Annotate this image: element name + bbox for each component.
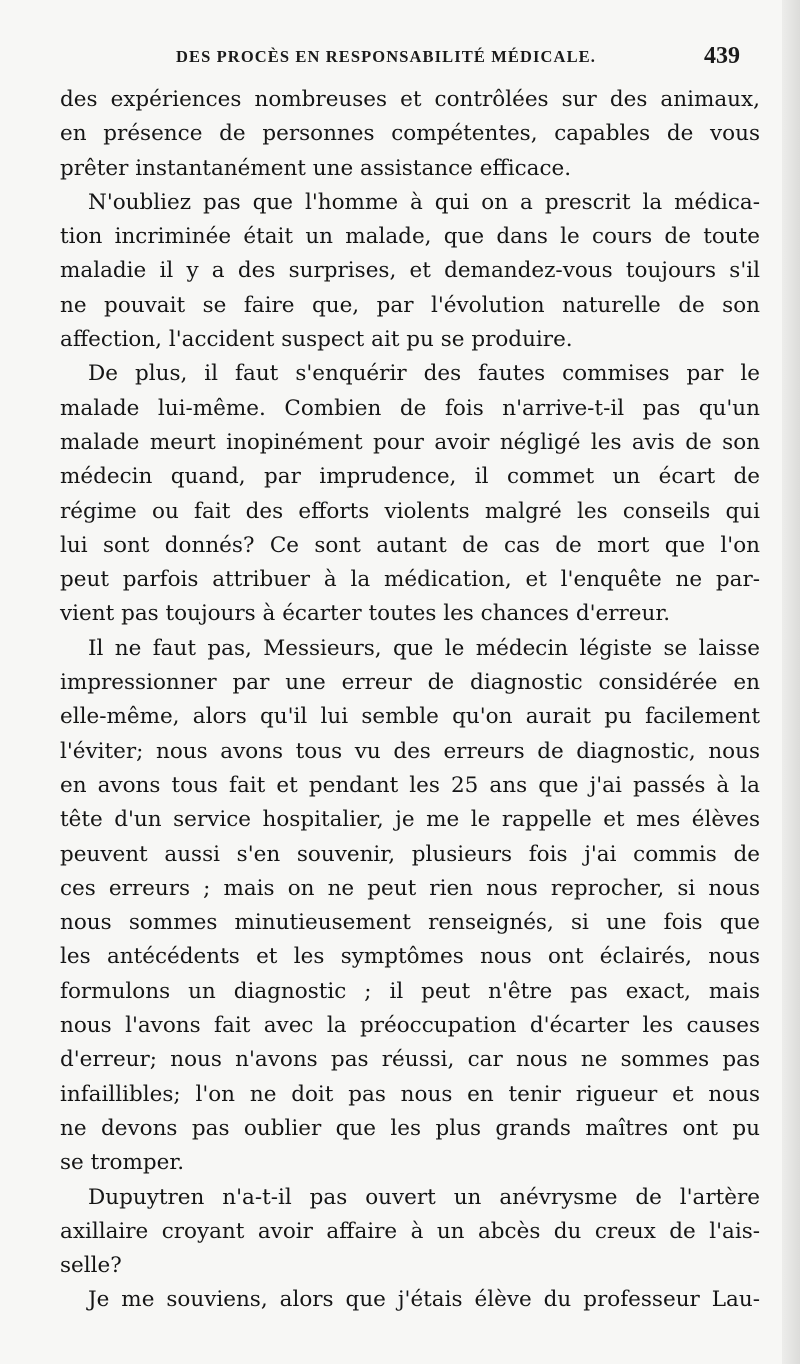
text-line: régime ou fait des efforts violents malgré les conseils qui — [60, 498, 760, 524]
page-header — [176, 43, 776, 75]
text-line: les antécédents et les symptômes nous ont éclairés, nous — [60, 944, 760, 970]
text-line: Il ne faut pas, Messieurs, que le médecin légiste se laisse — [88, 635, 760, 661]
text-line: médecin quand, par imprudence, il commet un écart de — [60, 464, 760, 490]
running-head: DES PROCÈS EN RESPONSABILITÉ MÉDICALE. — [176, 47, 597, 66]
text-line: nous sommes minutieusement renseignés, si une fois que — [60, 910, 760, 936]
text-line: ne devons pas oublier que les plus grands maîtres ont pu — [60, 1115, 760, 1141]
text-line: affection, l'accident suspect ait pu se produire. — [60, 327, 573, 353]
text-line: Je me souviens, alors que j'étais élève du professeur Lau- — [88, 1287, 760, 1313]
text-line: peut parfois attribuer à la médication, et l'enquête ne par- — [60, 567, 760, 593]
text-line: lui sont donnés? Ce sont autant de cas de mort que l'on — [60, 532, 760, 558]
text-line: selle? — [60, 1253, 122, 1279]
text-line: axillaire croyant avoir affaire à un abcès du creux de l'ais- — [60, 1218, 760, 1244]
text-line: des expériences nombreuses et contrôlées sur des animaux, — [60, 87, 760, 112]
text-line: impressionner par une erreur de diagnostic considérée en — [60, 670, 760, 696]
text-line: nous l'avons fait avec la préoccupation d'écarter les causes — [60, 1013, 760, 1039]
text-line: De plus, il faut s'enquérir des fautes commises par le — [88, 361, 760, 387]
text-line: ces erreurs ; mais on ne peut rien nous reprocher, si nous — [60, 875, 760, 901]
text-line: en avons tous fait et pendant les 25 ans que j'ai passés à la — [60, 772, 760, 798]
text-line: d'erreur; nous n'avons pas réussi, car nous ne sommes pas — [60, 1047, 760, 1073]
text-line: vient pas toujours à écarter toutes les chances d'erreur. — [60, 601, 671, 627]
page-number: 439 — [704, 43, 740, 69]
text-line: peuvent aussi s'en souvenir, plusieurs fois j'ai commis de — [60, 841, 760, 867]
text-line: se tromper. — [60, 1150, 185, 1176]
text-line: tion incriminée était un malade, que dans le cours de toute — [60, 224, 760, 250]
text-line: elle-même, alors qu'il lui semble qu'on aurait pu facilement — [60, 704, 760, 730]
text-line: N'oubliez pas que l'homme à qui on a prescrit la médica- — [88, 189, 760, 215]
text-line: maladie il y a des surprises, et demandez-vous toujours s'il — [60, 258, 760, 284]
text-line: formulons un diagnostic ; il peut n'être pas exact, mais — [60, 978, 760, 1004]
text-line: Dupuytren n'a-t-il pas ouvert un anévrysme de l'artère — [88, 1184, 760, 1210]
text-line: infaillibles; l'on ne doit pas nous en tenir rigueur et nous — [60, 1081, 760, 1107]
text-line: en présence de personnes compétentes, capables de vous — [60, 121, 760, 147]
body-text — [60, 83, 760, 1318]
page-edge-shadow — [782, 0, 800, 1364]
text-line: malade lui-même. Combien de fois n'arrive-t-il pas qu'un — [60, 395, 760, 421]
text-line: l'éviter; nous avons tous vu des erreurs de diagnostic, nous — [60, 738, 760, 764]
text-line: prêter instantanément une assistance efficace. — [60, 155, 572, 181]
text-line: tête d'un service hospitalier, je me le rappelle et mes élèves — [60, 807, 760, 833]
text-line: ne pouvait se faire que, par l'évolution naturelle de son — [60, 292, 760, 318]
text-line: malade meurt inopinément pour avoir négligé les avis de son — [60, 429, 760, 455]
